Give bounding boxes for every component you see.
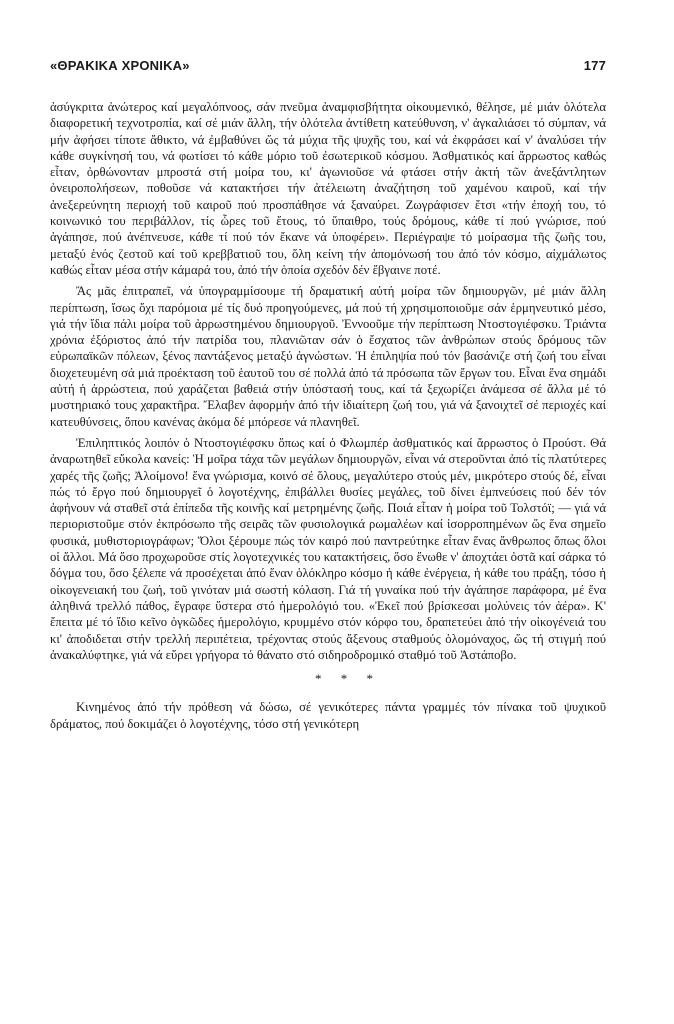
page-number: 177 xyxy=(583,58,606,73)
paragraph-3: Ἐπιληπτικός λοιπόν ὁ Ντοστογιέφσκυ ὅπως καί ὁ Φλωμπέρ ἀσθματικός καί ἄρρωστος ὁ Προύστ. Θά ἀναρωτηθεῖ εὔκολα κανείς: Ἡ μοῖρα τάχα τῶν μεγάλων δημιουργῶν, εἶναι νά στεροῦνται ἀπό τίς πλατύτερες χαρές τῆς ζωῆς; Ἀλοίμονο! ἕνα γνώρισμα, κοινό σέ ὅλους, μεγαλύτερο στούς μέν, μικρότερο στούς δέ, εἶναι πώς τό ἔργο πού δημιουργεῖ ὁ λογοτέχνης, ἐπιβάλλει θυσίες μεγάλες, τοῦ δίνει ἐμπνεύσεις πού δέν τόν ἀφήνουν νά σταθεῖ στά ἐπίπεδα τῆς κοινῆς καί μετρημένης ζωῆς. Ποιά εἶταν ἡ μοίρα τοῦ Τολστόϊ; — γιά νά περιοριστοῦμε στόν ἐκπρόσωπο τῆς σειρᾶς τῶν φυσιολογικά ρωμαλέων καί ἰσορροπημένων ὥς ἕνα σημεῖο φυσικά, μυθιστοριογράφων; Ὅλοι ξέρουμε πώς τόν καιρό πού παντρεύτηκε εἶταν ἕνας ἄνθρωπος ὅπως ὅλοι οἱ ἄλλοι. Μά ὅσο προχωροῦσε στίς λογοτεχνικές του κατακτήσεις, ὅσο ἔνωθε ν' ἀποχτάει ὀστᾶ καί σάρκα τό δόγμα του, ὅσο ξέλεπε νά προσέχεται ἀπό ἕναν ὁλόκληρο κόσμο ἡ κάθε ἐνέργεια, ἡ κάθε του πράξη, τόσο ἡ οἰκογενειακή του ζωή, τοῦ γινόταν μιά σωστή κόλαση. Γιά τή γυναίκα πού τήν ἀγάπησε παράφορα, μέ ἕνα ἀληθινά τρελλό πάθος, ἔγραφε ὕστερα στό ἡμερολόγιό του. «Ἐκεῖ πού βρίσκεσαι μολύνεις τόν ἀέρα». Κ' ἔπειτα μέ τό ἴδιο κεῖνο ὀγκῶδες ἡμερολόγιο, κρυμμένο στόν κόρφο του, δραπετεύει ἀπό τήν οἰκογένειά του κι' ἀποδιδεται στήν τρελλή περιπέτεια, τρέχοντας στούς ἄξενους σταθμούς ὁλομόναχος, ὥς τή στιγμή πού ἀνακαλύφτηκε, γιά νά εὕρει γρήγορα τό θάνατο στό σιδηροδρομικό σταθμό τοῦ Ἀστάποβο. xyxy=(50,435,606,662)
paragraph-2: Ἄς μᾶς ἐπιτραπεῖ, νά ὑπογραμμίσουμε τή δραματική αὐτή μοίρα τῶν δημιουργῶν, μέ μιάν ἄλλη περίπτωση, ἴσως ὄχι παρόμοια μέ τίς δυό προηγούμενες, μά πού τή χρησιμοποιοῦμε σάν ἑρμηνευτικό μέσο, γιά τήν ἴδια πάλι μοίρα τοῦ ἀρρωστημένου δημιουργοῦ. Ἐννοοῦμε τήν περίπτωση Ντοστογιέφσκυ. Τριάντα χρόνια ἐξόριστος ἀπό τήν πατρίδα του, πλανιῶταν σάν ὁ ἔσχατος τῶν ἀνθρώπων στούς δρόμους τῶν εὐρωπαϊκῶν πόλεων, ξένος παντάξενος μεταξύ ἀγνώστων. Ἡ ἐπιληψία πού τόν βασάνιζε στή ζωή του εἶναι διοχετευμένη σά μιά προέκταση τοῦ ἑαυτοῦ του σέ πολλά ἀπό τά πρόσωπα τῶν ἔργων του. Εἶναι ἕνα σημάδι αὐτή ἡ ἀρρώστεια, πού χαράζεται βαθειά στήν ὑπόστασή τους, καί τά ξεχωρίζει ἀνάμεσα σέ ἄλλα μέ τό μυστηριακό τους χαρακτῆρα. Ἔλαβεν ἀφορμήν ἀπό τήν ἰδιαίτερη ζωή του, γιά νά ξανοιχτεῖ σέ περιοχές καί κατευθύνσεις, ὅπου κανένας ἀκόμα δέ μπόρεσε νά πλανηθεῖ. xyxy=(50,284,606,429)
page xyxy=(50,58,606,732)
section-separator: * * * xyxy=(315,671,381,687)
paragraph-1: ἀσύγκριτα ἀνώτερος καί μεγαλόπνοος, σάν πνεῦμα ἀναμφισβήτητα οἰκουμενικό, θέλησε, μέ μιάν ὁλότελα διαφορετική τεχνοτροπία, καί σέ μιάν ἄλλη, τήν ὁλότελα ἀντίθετη κατεύθυνση, ν' ἀγκαλιάσει τό σύμπαν, νά μήν ἀφήσει τίποτε ἄθικτο, νά ἐμβαθύνει ὥς τά μύχια τῆς ψυχῆς του, καί νά ἐκφράσει καί ν' ἀναλύσει τήν κάθε συγκίνησή του, νά φωτίσει τό κάθε μόριο τοῦ ἐσωτερικοῦ κόσμου. Ἀσθματικός καί ἄρρωστος καθώς εἶταν, ὀρθώνονταν μπροστά στή μοίρα του, κι' ἀγωνιοῦσε νά φτάσει στήν ἀκτή τῶν ἀνεξάντλητων ὀνειροπολήσεων, ποθοῦσε νά κατακτήσει τήν ἀτέλειωτη ἀναζήτηση τοῦ χαμένου καιροῦ, καί τήν ἀνεξερεύνητη περιοχή τοῦ καιροῦ πού προσπάθησε νά ξαναύρει. Ζωγράφισεν ἔτσι «τήν ἐποχή του, τό κοινωνικό του περιβάλλον, τίς ὧρες τοῦ ἔτους, τό ὕπαιθρο, τούς δρόμους, κάθε τί πού γνώρισε, πού ἀγάπησε, πού ἀνέπνευσε, κάθε τί πού τόν ἔκανε νά ὑποφέρει». Περιέγραψε τό μοίρασμα τῆς ζωῆς του, μεταξύ ἑνός ζεστοῦ καί τοῦ κρεββατιοῦ του, ὅλη κείνη τήν ἀπομόνωσή του ἀπό τόν κόσμο, αἰχμάλωτος καθώς εἶταν μέσα στήν κάμαρά του, ἀπό τήν ὁποία σχεδόν δέν ἔβγαινε ποτέ. xyxy=(50,100,606,277)
paragraph-4: Κινημένος ἀπό τήν πρόθεση νά δώσω, σέ γενικότερες πάντα γραμμές τόν πίνακα τοῦ ψυχικοῦ δράματος, πού δοκιμάζει ὁ λογοτέχνης, τόσο στή γενικότερη xyxy=(50,700,606,731)
article-body xyxy=(50,99,606,732)
journal-title: «ΘΡΑΚΙΚΑ ΧΡΟΝΙΚΑ» xyxy=(50,58,190,73)
running-head xyxy=(50,58,606,73)
